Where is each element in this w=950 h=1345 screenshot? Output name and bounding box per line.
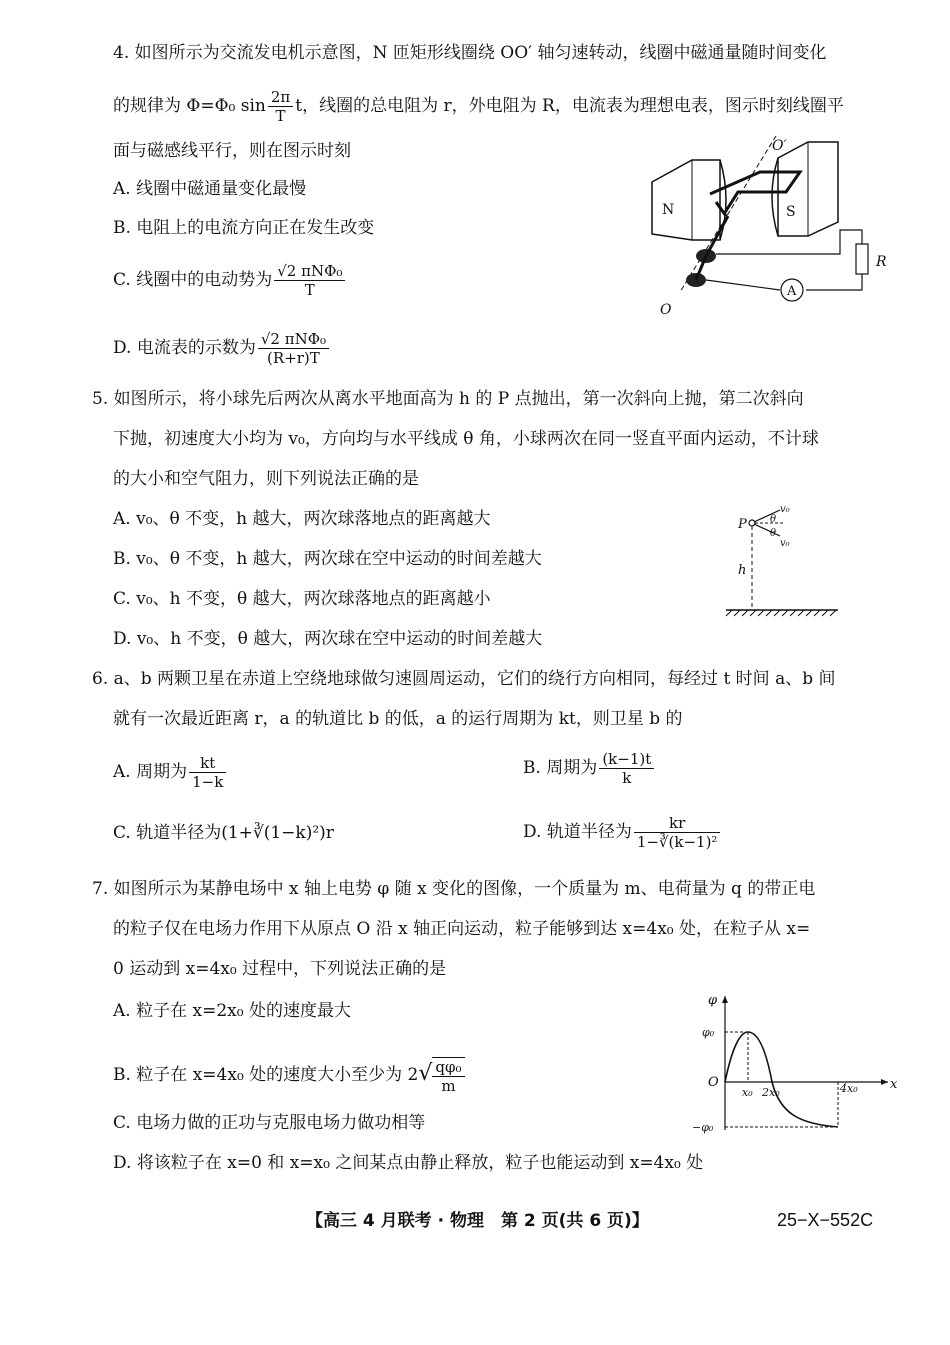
x-axis-label: x — [890, 1077, 898, 1092]
q5-option-a: A. v₀、θ 不变，h 越大，两次球落地点的距离越大 — [113, 509, 491, 529]
resistor-label: R — [876, 254, 887, 270]
q5-stem-line2: 下抛，初速度大小均为 v₀，方向均与水平线成 θ 角，小球两次在同一竖直平面内运动，不计球 — [113, 429, 819, 449]
height-label: h — [738, 563, 747, 578]
q4-generator-figure — [640, 130, 900, 320]
circuit-wire-lower — [706, 280, 780, 290]
q5-projectile-figure — [722, 500, 842, 625]
q4-line2-post: t，线圈的总电阻为 r，外电阻为 R，电流表为理想电表，图示时刻线圈平 — [295, 96, 844, 116]
phi0-tick-label: φ₀ — [702, 1026, 715, 1039]
q6-option-d-frac: $\frac{kr}{\text{1−∛(k−1)²}}$ — [634, 814, 721, 851]
q4-line2-pre: 的规律为 Φ=Φ₀ sin — [113, 96, 266, 116]
q5-stem-line1: 5. 如图所示，将小球先后两次从离水平地面高为 h 的 P 点抛出，第一次斜向上抛，第二次斜向 — [92, 389, 804, 409]
velocity-down-arrow — [754, 524, 780, 536]
point-p — [749, 520, 755, 526]
q6-option-a: A. 周期为 $\frac{kt}{1-k}$ — [113, 750, 228, 794]
potential-curve — [725, 1032, 838, 1127]
q5-option-b: B. v₀、θ 不变，h 越大，两次球在空中运动的时间差越大 — [113, 549, 542, 569]
q4-option-b: B. 电阻上的电流方向正在发生改变 — [113, 218, 375, 238]
footer-code: 25−X−552C — [777, 1210, 874, 1230]
neg-phi0-tick-label: −φ₀ — [692, 1121, 714, 1134]
ground-hatching — [726, 610, 836, 616]
q7-stem-line3: 0 运动到 x=4x₀ 过程中，下列说法正确的是 — [113, 959, 447, 979]
y-axis-arrow — [722, 996, 728, 1003]
q4-option-d-frac: $\frac{\text{√2 πNΦ₀}}{(R+r)T}$ — [258, 330, 329, 367]
q6-stem-line1: 6. a、b 两颗卫星在赤道上空绕地球做匀速圆周运动，它们的绕行方向相同，每经过 t 时间 a、b 间 — [92, 669, 836, 689]
ammeter-label: A — [787, 284, 797, 299]
q6-option-b-frac: $\frac{(k-1)t}{k}$ — [599, 750, 654, 787]
q4-option-c-frac: $\frac{\text{√2 πNΦ₀}}{T}$ — [274, 262, 345, 299]
q6-stem-line2: 就有一次最近距离 r，a 的轨道比 b 的低，a 的运行周期为 kt，则卫星 b 的 — [113, 709, 683, 729]
q6-option-b: B. 周期为 $\frac{(k-1)t}{k}$ — [523, 746, 656, 790]
magnet-s-face — [772, 158, 778, 236]
v0-bottom-label: v₀ — [780, 538, 790, 549]
q7-stem-line1: 7. 如图所示为某静电场中 x 轴上电势 φ 随 x 变化的图像，一个质量为 m、电荷量为 q 的带正电 — [92, 879, 816, 899]
sqrt-sign: √ — [418, 1061, 433, 1086]
magnet-n-pole — [652, 160, 720, 240]
x2-tick-label: 2x₀ — [762, 1086, 780, 1099]
magnet-s-label: S — [786, 204, 796, 220]
theta-bottom-label: θ — [770, 528, 777, 539]
q5-stem-line3: 的大小和空气阻力，则下列说法正确的是 — [113, 469, 419, 489]
resistor-r — [856, 244, 868, 274]
q7-option-b-frac: $\frac{\text{qφ₀}}{m}$ — [432, 1057, 464, 1095]
footer-title: 【高三 4 月联考 · 物理 第 2 页(共 6 页)】 — [306, 1211, 649, 1231]
q6-option-d: D. 轨道半径为 $\frac{kr}{\text{1−∛(k−1)²}}$ — [523, 810, 722, 854]
q4-option-d: D. 电流表的示数为 $\frac{\text{√2 πNΦ₀}}{(R+r)T}$ — [113, 326, 331, 370]
q5-option-c: C. v₀、h 不变，θ 越大，两次球落地点的距离越小 — [113, 589, 491, 609]
q7-option-b: B. 粒子在 x=4x₀ 处的速度大小至少为 2√ $\frac{\text{qφ₀}}{m}$ — [113, 1052, 467, 1097]
x-axis-arrow — [881, 1079, 888, 1085]
point-p-label: P — [738, 517, 747, 532]
theta-top-label: θ — [770, 514, 777, 525]
q4-stem-line3: 面与磁感线平行，则在图示时刻 — [113, 141, 351, 161]
magnet-n-label: N — [662, 202, 675, 218]
q6-option-a-frac: $\frac{kt}{1-k}$ — [189, 754, 226, 791]
q4-option-c: C. 线圈中的电动势为 $\frac{\text{√2 πNΦ₀}}{T}$ — [113, 258, 347, 302]
q7-option-c: C. 电场力做的正功与克服电场力做功相等 — [113, 1113, 426, 1133]
q7-stem-line2: 的粒子仅在电场力作用下从原点 O 沿 x 轴正向运动，粒子能够到达 x=4x₀ 处，在粒子从 x= — [113, 919, 811, 939]
origin-label: O — [708, 1075, 719, 1090]
q5-option-d: D. v₀、h 不变，θ 越大，两次球在空中运动的时间差越大 — [113, 629, 543, 649]
q6-option-c: C. 轨道半径为(1+∛(1−k)²)r — [113, 823, 334, 843]
q4-option-a: A. 线圈中磁通量变化最慢 — [113, 179, 307, 199]
y-axis-label: φ — [708, 993, 718, 1008]
axis-label-o-prime: O′ — [772, 138, 787, 154]
x4-tick-label: 4x₀ — [840, 1082, 858, 1095]
velocity-up-arrow — [754, 510, 780, 522]
q4-frac-2pi-T: $\frac{2\pi}{T}$ — [268, 88, 293, 125]
v0-top-label: v₀ — [780, 504, 790, 515]
q7-potential-graph — [690, 990, 900, 1140]
q7-option-d: D. 将该粒子在 x=0 和 x=x₀ 之间某点由静止释放，粒子也能运动到 x=4x₀ 处 — [113, 1153, 704, 1173]
q4-stem-line2 — [113, 86, 844, 126]
q7-option-a: A. 粒子在 x=2x₀ 处的速度最大 — [113, 1001, 351, 1021]
q4-stem-line1: 4. 如图所示为交流发电机示意图，N 匝矩形线圈绕 OO′ 轴匀速转动，线圈中磁通量随时间变化 — [113, 43, 827, 63]
axis-label-o: O — [660, 302, 672, 318]
x0-tick-label: x₀ — [742, 1086, 753, 1099]
